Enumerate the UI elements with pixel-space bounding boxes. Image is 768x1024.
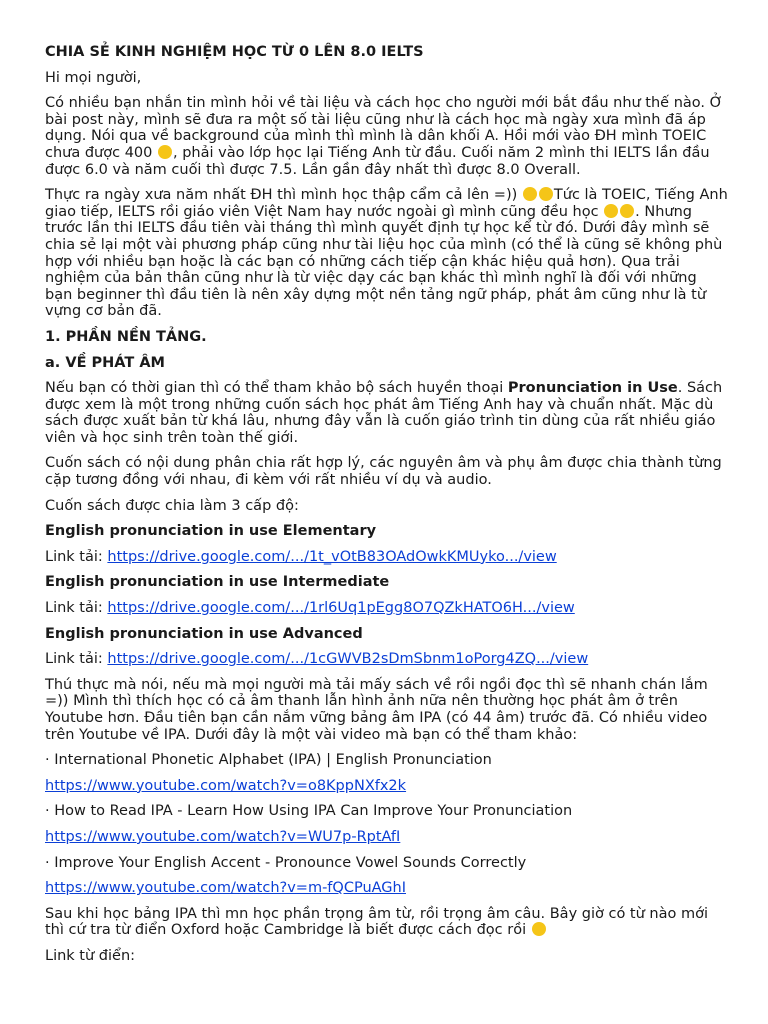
book-title-elementary: English pronunciation in use Elementary — [45, 523, 377, 540]
book-title-advanced: English pronunciation in use Advanced — [45, 625, 363, 642]
intro-paragraph-1 — [45, 95, 728, 178]
upside-down-emoji-icon-2 — [539, 187, 553, 201]
download-link-advanced[interactable]: https://drive.google.com/.../1cGWVB2sDmSbnm1oPorg4ZQ.../view — [107, 651, 589, 668]
link-label: Link tải: — [45, 548, 103, 565]
download-link-intermediate[interactable]: https://drive.google.com/.../1rl6Uq1pEgg8O7QZkHATO6H.../view — [107, 600, 575, 617]
intro2-c: . Nhưng trước lần thi IELTS đầu tiên vài tháng thì mình quyết định tự học kể từ đó. Dưới đây mình sẽ chia sẻ lại một vài phương pháp cũng như tài liệu học của mình (có thể là cũng sẽ không phù hợp với nhiều bạn hoặc là các bạn có những cách tiếp cận khác hiệu quả hơn). Qua trải nghiệm của bản thân cũng như là từ việc dạy các bạn khác thì mình nghĩ là đối với những bạn beginner thì đầu tiên là nên xây dựng một nền tảng ngữ pháp, phát âm cũng như là từ vựng cơ bản đã. — [45, 203, 723, 320]
youtube-paragraph: Thú thực mà nói, nếu mà mọi người mà tải mấy sách về rồi ngồi đọc thì sẽ nhanh chán lắm =)) Mình thì thích học có cả âm thanh lẫn hình ảnh nữa nên thường học phát âm ở trên Youtube hơn. Đầu tiên bạn cần nắm vững bảng âm IPA (có 44 âm) trước đã. Có nhiều video trên Youtube về IPA. Dưới đây là một vài video mà bạn có thể tham khảo: — [45, 676, 708, 743]
video-link-3-row — [45, 880, 728, 897]
after-ipa-paragraph — [45, 906, 728, 939]
book-link-elementary — [45, 549, 728, 566]
after-ipa-text: Sau khi học bảng IPA thì mn học phần trọng âm từ, rồi trọng âm câu. Bây giờ có từ nào mới thì cứ tra từ điển Oxford hoặc Cambridge là biết được cách đọc rồi — [45, 905, 708, 939]
video-title-3: · Improve Your English Accent - Pronounce Vowel Sounds Correctly — [45, 854, 527, 871]
upside-down-emoji-icon — [523, 187, 537, 201]
content-paragraph: Cuốn sách có nội dung phân chia rất hợp lý, các nguyên âm và phụ âm được chia thành từng cặp tương đồng với nhau, đi kèm với rất nhiều ví dụ và audio. — [45, 455, 722, 489]
video-title-2: · How to Read IPA - Learn How Using IPA Can Improve Your Pronunciation — [45, 803, 573, 820]
video-link-1[interactable]: https://www.youtube.com/watch?v=o8KppNXfx2k — [45, 777, 407, 794]
pron-text-b: . Sách được xem là một trong những cuốn sách học phát âm Tiếng Anh hay và chuẩn nhất. Mặc dù sách được xuất bản từ khá lâu, nhưng đây vẫn là cuốn giáo trình tin dùng của rất nhiều giáo viên và học sinh trên toàn thế giới. — [45, 380, 723, 446]
video-link-2[interactable]: https://www.youtube.com/watch?v=WU7p-RptAfI — [45, 828, 401, 845]
video-link-1-row — [45, 778, 728, 795]
book-link-intermediate — [45, 600, 728, 617]
greeting: Hi mọi người, — [45, 69, 142, 86]
dictionary-label: Link từ điển: — [45, 947, 136, 964]
video-title-1: · International Phonetic Alphabet (IPA) | English Pronunciation — [45, 752, 492, 769]
levels-paragraph: Cuốn sách được chia làm 3 cấp độ: — [45, 497, 299, 514]
video-link-3[interactable]: https://www.youtube.com/watch?v=m-fQCPuAGhI — [45, 880, 406, 897]
intro1-text: Có nhiều bạn nhắn tin mình hỏi về tài liệu và cách học cho người mới bắt đầu như thế nào. Ở bài post này, mình sẽ đưa ra một số tài liệu cũng như là cách học mà ngày xưa mình đã áp dụng. Nói qua về background của mình thì mình là dân khối A. Hồi mới vào ĐH mình TOEIC chưa được 400 — [45, 95, 723, 161]
grin-emoji-icon — [532, 922, 546, 936]
download-link-elementary[interactable]: https://drive.google.com/.../1t_vOtB83OAdOwkKMUyko.../view — [107, 548, 557, 565]
smile-emoji-icon — [158, 145, 172, 159]
link-label: Link tải: — [45, 651, 103, 668]
intro2-a: Thực ra ngày xưa năm nhất ĐH thì mình học thập cẩm cả lên =)) — [45, 187, 518, 204]
link-label: Link tải: — [45, 600, 103, 617]
pronunciation-paragraph — [45, 380, 728, 446]
section-heading-1a: a. VỀ PHÁT ÂM — [45, 354, 165, 371]
intro2-b: Tức là TOEIC, Tiếng Anh giao tiếp, IELTS rồi giáo viên Việt Nam hay nước ngoài gì mình cũng đều học — [45, 187, 728, 220]
book-link-advanced — [45, 651, 728, 668]
section-heading-1: 1. PHẦN NỀN TẢNG. — [45, 328, 207, 345]
laughing-emoji-icon-2 — [620, 204, 634, 218]
intro-paragraph-2 — [45, 187, 728, 320]
doc-title: CHIA SẺ KINH NGHIỆM HỌC TỪ 0 LÊN 8.0 IELTS — [45, 44, 424, 60]
book-title-intermediate: English pronunciation in use Intermediate — [45, 574, 390, 591]
pron-book-title: Pronunciation in Use — [507, 380, 678, 397]
pron-text-a: Nếu bạn có thời gian thì có thể tham khảo bộ sách huyền thoại — [45, 380, 504, 397]
laughing-emoji-icon — [604, 204, 618, 218]
intro1-tail: , phải vào lớp học lại Tiếng Anh từ đầu. Cuối năm 2 mình thi IELTS lần đầu được 6.0 và năm cuối thì được 7.5. Lần gần đây nhất thì được 8.0 Overall. — [45, 144, 710, 178]
video-link-2-row — [45, 829, 728, 846]
